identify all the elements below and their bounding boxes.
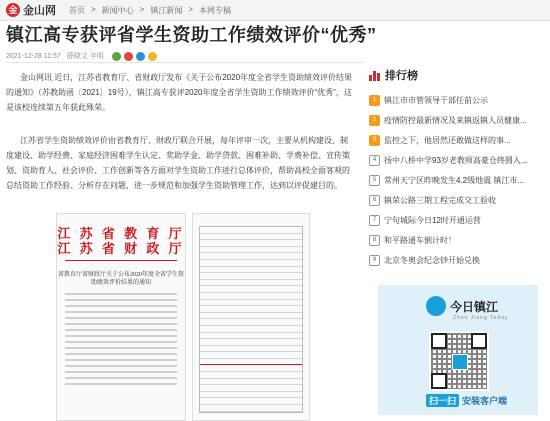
ranking-item[interactable]: 3 监控之下，他居然还敢做这样的事... — [369, 130, 546, 150]
qq-share-icon[interactable] — [136, 52, 145, 61]
app-subtitle: Zhen Jiang Today — [453, 315, 509, 321]
ranking-title: 排行榜 — [385, 70, 418, 82]
title-divider — [6, 62, 364, 63]
app-logo — [426, 296, 498, 316]
weibo-share-icon[interactable] — [124, 52, 133, 61]
crumb-sep: > — [91, 4, 96, 14]
article-title: 镇江高专获评省学生资助工作绩效评价“优秀” — [6, 25, 377, 45]
ranking-header — [369, 66, 546, 84]
ranking-item[interactable]: 6 镇荣公路三期工程完成交工验收 — [369, 190, 546, 210]
crumb-home[interactable]: 首页 — [69, 5, 85, 15]
crumb-zhenjiang-news[interactable]: 镇江新闻 — [150, 5, 183, 15]
install-label: 安装客户端 — [462, 396, 508, 406]
ranking-item[interactable]: 5 常州天宁区昨晚发生4.2级地震 镇江市... — [369, 170, 546, 190]
ranking-item[interactable]: 2 疫情防控最新情况及来镇返镇人员健康... — [369, 110, 546, 130]
doc-red-rule — [65, 260, 177, 261]
promo-footer — [426, 394, 507, 407]
crumb-sep: > — [188, 4, 194, 14]
app-promo-banner[interactable] — [378, 285, 538, 415]
ranking-item[interactable]: 4 扬中八桥中学93岁老教师高豪仓终圆入... — [369, 150, 546, 170]
article-date: 2021-12-28 11:57 — [6, 52, 61, 60]
breadcrumb — [66, 5, 234, 16]
scan-label: 扫一扫 — [426, 394, 459, 407]
doc-title: 省教育厅省财政厅关于公布2020年度全省学生资助绩效评价结果的通知 — [57, 272, 184, 286]
ranking-item[interactable]: 8 和平路通车倒计时！ — [369, 230, 546, 250]
doc-header-finance: 江 苏 省 财 政 厅 — [57, 241, 185, 256]
qr-code-icon — [429, 331, 489, 391]
share-buttons — [112, 52, 157, 61]
ranking-icon — [369, 69, 381, 81]
ranking-item[interactable]: 1 镇江市市管领导干部任前公示 — [369, 90, 546, 110]
app-logo-icon — [426, 296, 446, 316]
ranking-item[interactable]: 9 北京冬奥会纪念钞开始兑换 — [369, 250, 546, 270]
article-meta — [6, 51, 157, 61]
result-table-image — [192, 213, 310, 421]
site-logo[interactable] — [6, 2, 56, 18]
ranking-item[interactable]: 7 宁句城际今日12时开通运营 — [369, 210, 546, 230]
article-author: 薛晓文 辛明 — [66, 53, 104, 60]
doc-body-lines — [65, 293, 177, 385]
article-paragraph: 江苏省学生资助绩效评价由省教育厅、财政厅联合开展，每年评审一次，主要从机构建设、制度建设、助学经费、家庭经济困难学生认定、奖助学金、助学贷款、困难补助、学费补偿、宣传策划、资助育人、社会评价、工作创新等各方面对学生资助工作进行总体评价，帮助高校全面客观的总结资助工作经验、分析存在问题，进一步规范和加强学生资助管理工作，达到以评促建目的。 — [6, 136, 350, 190]
crumb-sep: > — [139, 4, 145, 14]
result-table — [199, 226, 303, 413]
doc-header-edu: 江 苏 省 教 育 厅 — [57, 226, 185, 241]
ranking-list — [369, 90, 546, 270]
wechat-share-icon[interactable] — [112, 52, 121, 61]
qzone-share-icon[interactable] — [148, 52, 157, 61]
crumb-news-center[interactable]: 新闻中心 — [101, 5, 134, 15]
qr-center-logo-icon — [452, 354, 468, 370]
logo-text: 金山网 — [23, 5, 56, 17]
app-name: 今日镇江 — [450, 299, 499, 314]
article-paragraph: 金山网讯 近日，江苏省教育厅、省财政厅发布《关于公布2020年度全省学生资助绩效评价结果的通知》（苏教助函〔2021〕19号），镇江高专获评2020年度全省学生资助工作绩效评价“优秀”，这是该校连续第五年获此殊荣。 — [6, 73, 353, 112]
notice-document-image — [56, 213, 186, 421]
top-nav-bar — [0, 0, 550, 21]
logo-icon: 金 — [6, 3, 20, 17]
crumb-original[interactable]: 本网专稿 — [199, 5, 232, 15]
